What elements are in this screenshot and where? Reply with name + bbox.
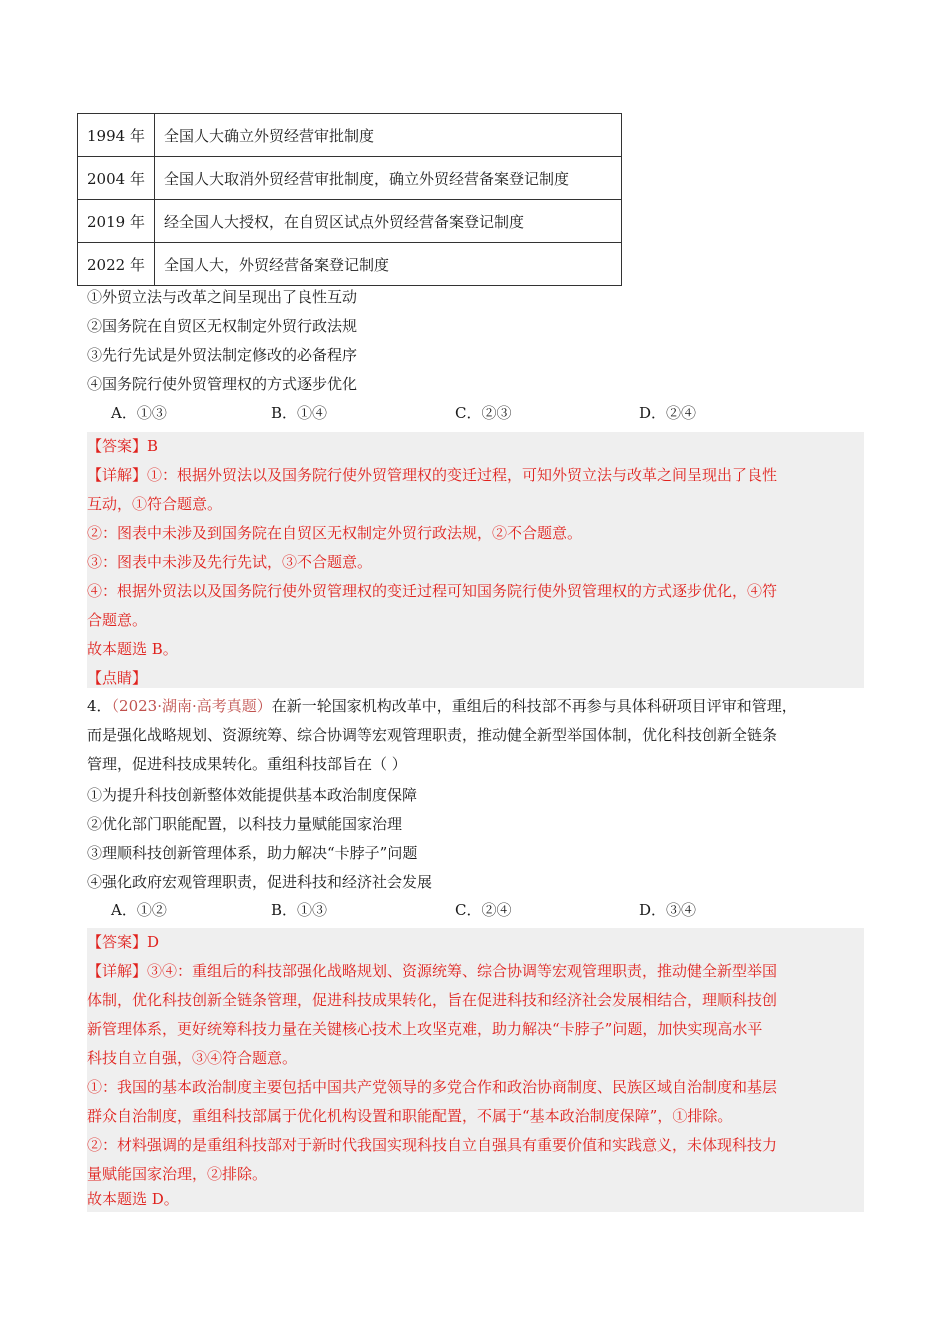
question-source: （2023·湖南·高考真题） [111,697,272,715]
detail-line: 量赋能国家治理，②排除。 [87,1165,268,1183]
detail-line: ③：图表中未涉及先行先试，③不合题意。 [87,553,373,571]
detail-tag: 【详解】 [87,466,148,484]
detail-line: 合题意。 [87,611,148,629]
q4-statement: ③理顺科技创新管理体系，助力解决“卡脖子”问题 [87,844,418,862]
q4-stem-line: 管理，促进科技成果转化。重组科技部旨在（ ） [87,755,407,773]
q4-stem-line: 而是强化战略规划、资源统筹、综合协调等宏观管理职责，推动健全新型举国体制，优化科技创新全链条 [87,726,778,744]
q4-answer-box [87,928,864,1212]
detail-line: ②：材料强调的是重组科技部对于新时代我国实现科技自立自强具有重要价值和实践意义，未体现科技力 [87,1136,778,1154]
table-row [78,243,622,286]
q4-statement: ②优化部门职能配置，以科技力量赋能国家治理 [87,815,403,833]
detail-line: 科技自立自强，③④符合题意。 [87,1049,298,1067]
option-a[interactable]: A．①③ [111,404,167,422]
q3-options [87,399,863,428]
q4-statement: ①为提升科技创新整体效能提供基本政治制度保障 [87,786,418,804]
detail-line: 群众自治制度，重组科技部属于优化机构设置和职能配置，不属于“基本政治制度保障”，①排除。 [87,1107,733,1125]
option-b[interactable]: B．①④ [271,404,328,422]
q4-stem-line [87,692,797,721]
event-cell: 全国人大取消外贸经营审批制度，确立外贸经营备案登记制度 [154,157,621,200]
detail-line: 故本题选 B。 [87,640,178,658]
option-a[interactable]: A．①② [111,901,167,919]
detail-text: ①：根据外贸法以及国务院行使外贸管理权的变迁过程，可知外贸立法与改革之间呈现出了良性 [147,466,778,484]
detail-line: 体制，优化科技创新全链条管理，促进科技成果转化，旨在促进科技和经济社会发展相结合，理顺科技创 [87,991,778,1009]
detail-line [87,957,777,986]
stem-text: 在新一轮国家机构改革中，重组后的科技部不再参与具体科研项目评审和管理， [271,697,797,715]
detail-tag: 【详解】 [87,962,148,980]
table-row [78,200,622,243]
detail-line: 互动，①符合题意。 [87,495,223,513]
question-number: 4． [87,697,112,715]
dianjing-tag: 【点睛】 [87,669,148,687]
answer-tag: 【答案】 [87,437,148,455]
q3-answer-box [87,432,864,688]
q3-statement: ②国务院在自贸区无权制定外贸行政法规 [87,317,358,335]
table-row [78,157,622,200]
detail-line: 故本题选 D。 [87,1190,179,1208]
event-cell: 经全国人大授权，在自贸区试点外贸经营备案登记制度 [154,200,621,243]
answer-value: D [147,933,160,951]
year-cell: 2019 年 [78,200,155,243]
option-d[interactable]: D．②④ [639,404,697,422]
event-cell: 全国人大确立外贸经营审批制度 [154,114,621,157]
detail-line: ①：我国的基本政治制度主要包括中国共产党领导的多党合作和政治协商制度、民族区域自治制度和基层 [87,1078,778,1096]
option-b[interactable]: B．①③ [271,901,328,919]
q4-statement: ④强化政府宏观管理职责，促进科技和经济社会发展 [87,873,433,891]
event-cell: 全国人大，外贸经营备案登记制度 [154,243,621,286]
q3-statement: ①外贸立法与改革之间呈现出了良性互动 [87,288,358,306]
answer-tag: 【答案】 [87,933,148,951]
answer-line [87,432,158,461]
option-c[interactable]: C．②④ [455,901,512,919]
q3-statement: ④国务院行使外贸管理权的方式逐步优化 [87,375,358,393]
answer-line [87,928,159,957]
q3-statement: ③先行先试是外贸法制定修改的必备程序 [87,346,358,364]
year-cell: 2004 年 [78,157,155,200]
detail-line: ④：根据外贸法以及国务院行使外贸管理权的变迁过程可知国务院行使外贸管理权的方式逐步优化，④符 [87,582,778,600]
timeline-table [77,113,622,286]
year-cell: 1994 年 [78,114,155,157]
detail-text: ③④：重组后的科技部强化战略规划、资源统筹、综合协调等宏观管理职责，推动健全新型举国 [147,962,778,980]
q4-options [87,896,863,925]
detail-line: ②：图表中未涉及到国务院在自贸区无权制定外贸行政法规，②不合题意。 [87,524,583,542]
option-d[interactable]: D．③④ [639,901,697,919]
detail-line [87,461,777,490]
answer-value: B [147,437,159,455]
table-row [78,114,622,157]
detail-line: 新管理体系，更好统筹科技力量在关键核心技术上攻坚克难，助力解决“卡脖子”问题，加快实现高水平 [87,1020,763,1038]
option-c[interactable]: C．②③ [455,404,512,422]
year-cell: 2022 年 [78,243,155,286]
